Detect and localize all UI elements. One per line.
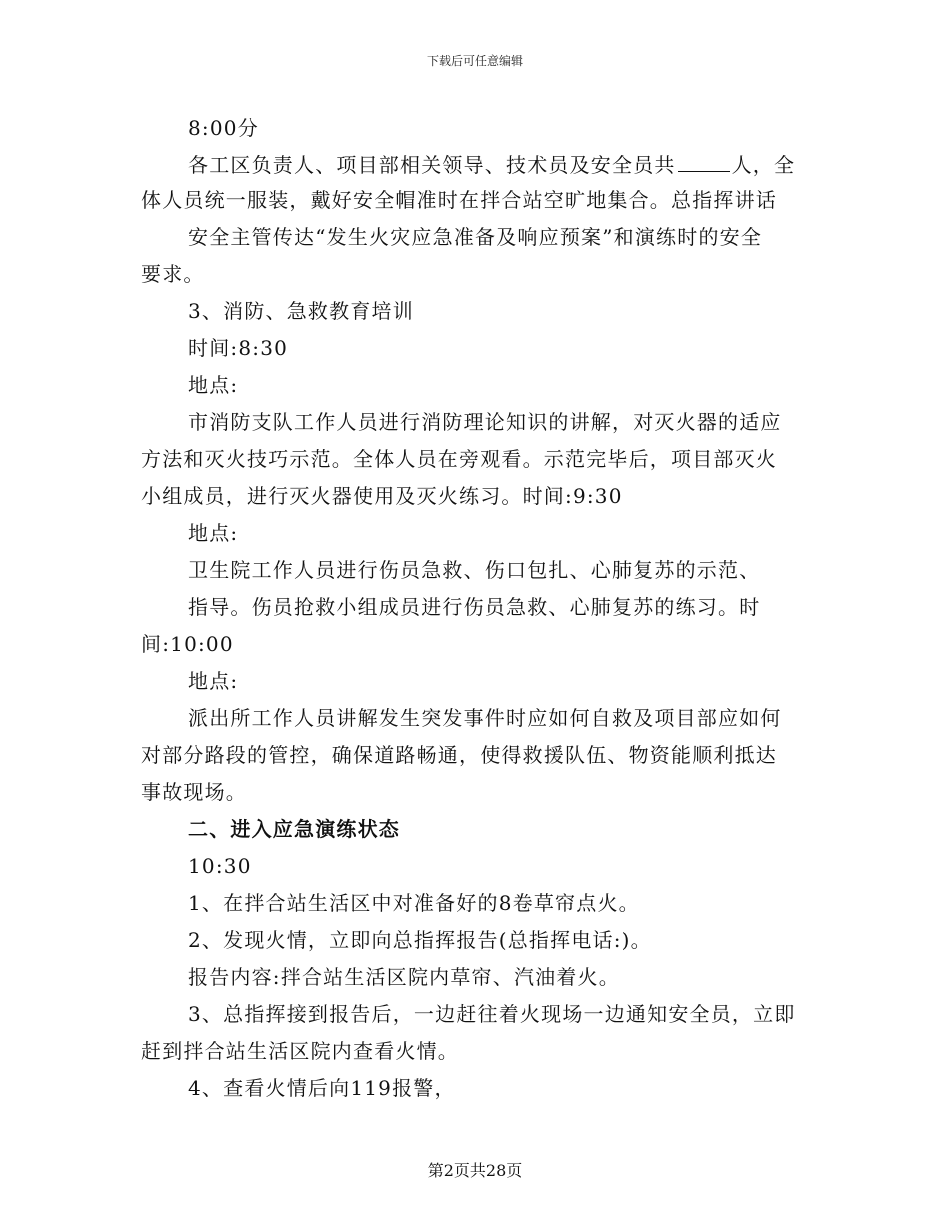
text-line: 体人员统一服装，戴好安全帽准时在拌合站空旷地集合。总指挥讲话 xyxy=(141,188,777,212)
text-segment: 各工区负责人、项目部相关领导、技术员及安全员共 xyxy=(188,153,676,177)
text-line: 间:10:00 xyxy=(141,632,234,656)
text-line: 市消防支队工作人员进行消防理论知识的讲解，对灭火器的适应 xyxy=(188,410,782,434)
text-line: 指导。伤员抢救小组成员进行伤员急救、心肺复苏的练习。时 xyxy=(188,595,761,619)
text-line: 10:30 xyxy=(188,854,252,878)
page-footer: 第2页共28页 xyxy=(427,1161,523,1180)
page-header: 下载后可任意编辑 xyxy=(426,54,523,68)
text-line: 8:00分 xyxy=(188,116,259,140)
section-heading: 3、消防、急救教育培训 xyxy=(188,299,414,323)
text-line: 地点: xyxy=(188,373,239,397)
text-line: 地点: xyxy=(188,521,239,545)
text-line: 4、查看火情后向119报警， xyxy=(188,1076,456,1100)
section-heading: 二、进入应急演练状态 xyxy=(188,817,400,841)
text-line: 小组成员，进行灭火器使用及灭火练习。时间:9:30 xyxy=(141,484,623,508)
text-line: 时间:8:30 xyxy=(188,336,289,360)
text-segment: 人，全 xyxy=(731,153,796,177)
text-line: 1、在拌合站生活区中对准备好的8卷草帘点火。 xyxy=(188,891,640,915)
text-line: 事故现场。 xyxy=(141,780,247,804)
text-line: 卫生院工作人员进行伤员急救、伤口包扎、心肺复苏的示范、 xyxy=(188,558,761,582)
text-line: 报告内容:拌合站生活区院内草帘、汽油着火。 xyxy=(188,965,620,989)
text-line: 方法和灭火技巧示范。全体人员在旁观看。示范完毕后，项目部灭火 xyxy=(141,447,777,471)
text-line: 地点: xyxy=(188,669,239,693)
text-line: 3、总指挥接到报告后，一边赶往着火现场一边通知安全员，立即 xyxy=(188,1002,796,1026)
text-line: 对部分路段的管控，确保道路畅通，使得救援队伍、物资能顺利抵达 xyxy=(141,743,777,767)
text-line: 2、发现火情，立即向总指挥报告(总指挥电话:)。 xyxy=(188,928,652,952)
text-line: 要求。 xyxy=(141,262,205,286)
text-line: 派出所工作人员讲解发生突发事件时应如何自救及项目部应如何 xyxy=(188,706,782,730)
fill-blank xyxy=(678,153,730,172)
text-line: 赶到拌合站生活区院内查看火情。 xyxy=(141,1039,459,1063)
text-line: 安全主管传达“发生火灾应急准备及响应预案”和演练时的安全 xyxy=(188,225,763,249)
text-line xyxy=(188,153,795,177)
